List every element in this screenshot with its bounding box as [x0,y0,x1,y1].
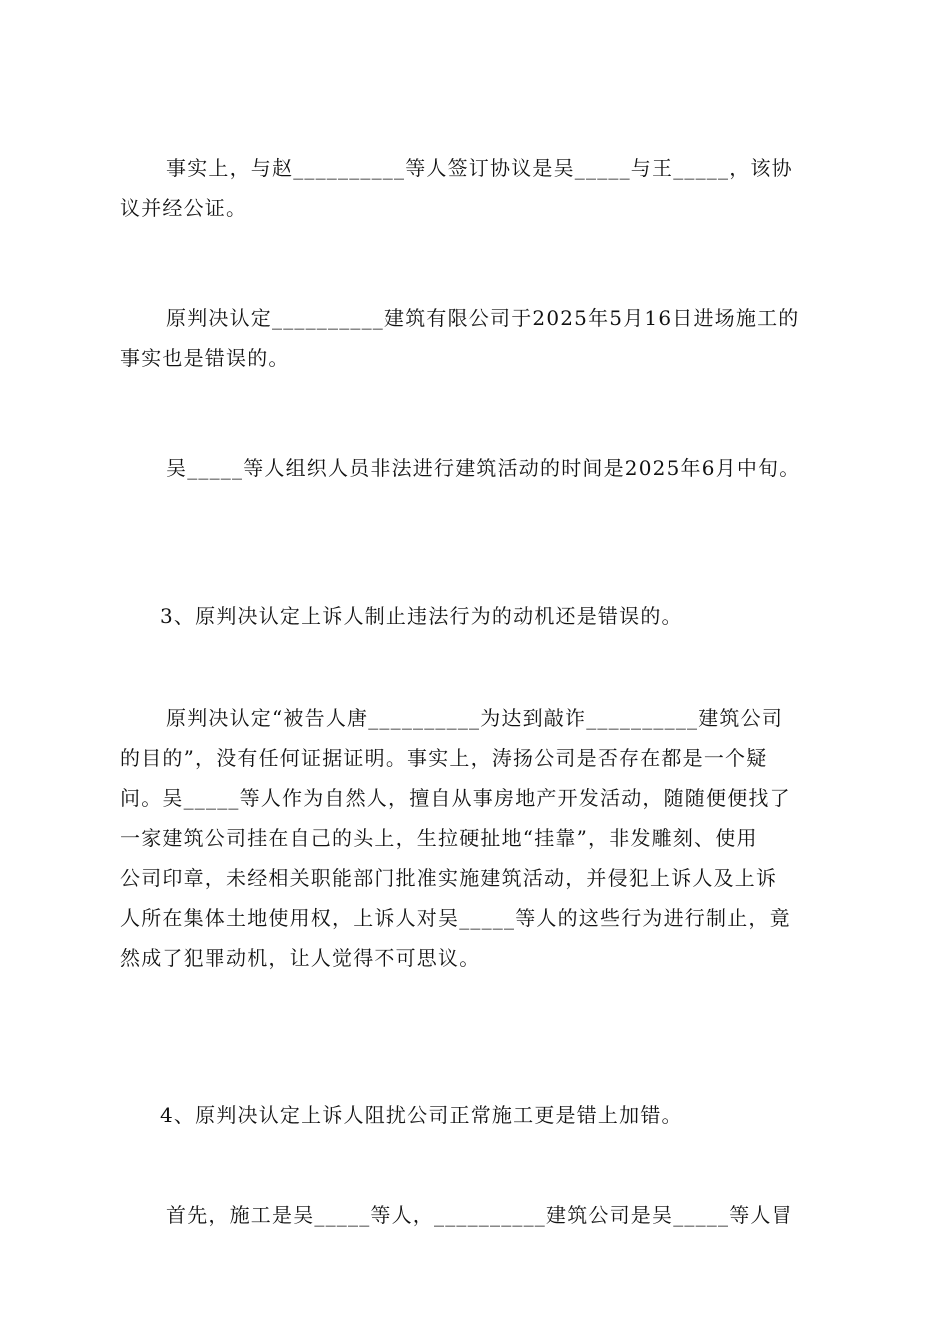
text-line: 一家建筑公司挂在自己的头上，生拉硬扯地“挂靠”，非发雕刻、使用 [120,826,758,850]
text-line: 公司印章，未经相关职能部门批准实施建筑活动，并侵犯上诉人及上诉 [120,866,778,890]
text-line: 原判决认定“被告人唐__________为达到敲诈__________建筑公司 [166,706,784,730]
text-line: 人所在集体土地使用权，上诉人对吴_____等人的这些行为进行制止，竟 [120,906,791,930]
text-line: 首先，施工是吴_____等人，__________建筑公司是吴_____等人冒 [166,1203,793,1227]
text-line: 3、原判决认定上诉人制止违法行为的动机还是错误的。 [160,604,683,628]
paragraph-motive [120,698,835,978]
paragraph-construction-time [120,448,835,488]
text-line: 吴_____等人组织人员非法进行建筑活动的时间是2025年6月中旬。 [166,456,801,480]
text-line: 4、原判决认定上诉人阻扰公司正常施工更是错上加错。 [160,1103,683,1127]
paragraph-agreement-fact [120,148,835,228]
text-line: 议并经公证。 [120,196,248,220]
section-heading-4 [120,1095,835,1135]
text-line: 原判决认定__________建筑有限公司于2025年5月16日进场施工的 [166,306,800,330]
text-line: 事实也是错误的。 [120,346,290,370]
section-heading-3 [120,596,835,636]
paragraph-first-point [120,1195,835,1235]
text-line: 然成了犯罪动机，让人觉得不可思议。 [120,946,481,970]
text-line: 的目的”，没有任何证据证明。事实上，涛扬公司是否存在都是一个疑 [120,746,768,770]
text-line: 问。吴_____等人作为自然人，擅自从事房地产开发活动，随随便便找了 [120,786,791,810]
text-line: 事实上，与赵__________等人签订协议是吴_____与王_____，该协 [166,156,793,180]
paragraph-entry-date-error [120,298,835,378]
